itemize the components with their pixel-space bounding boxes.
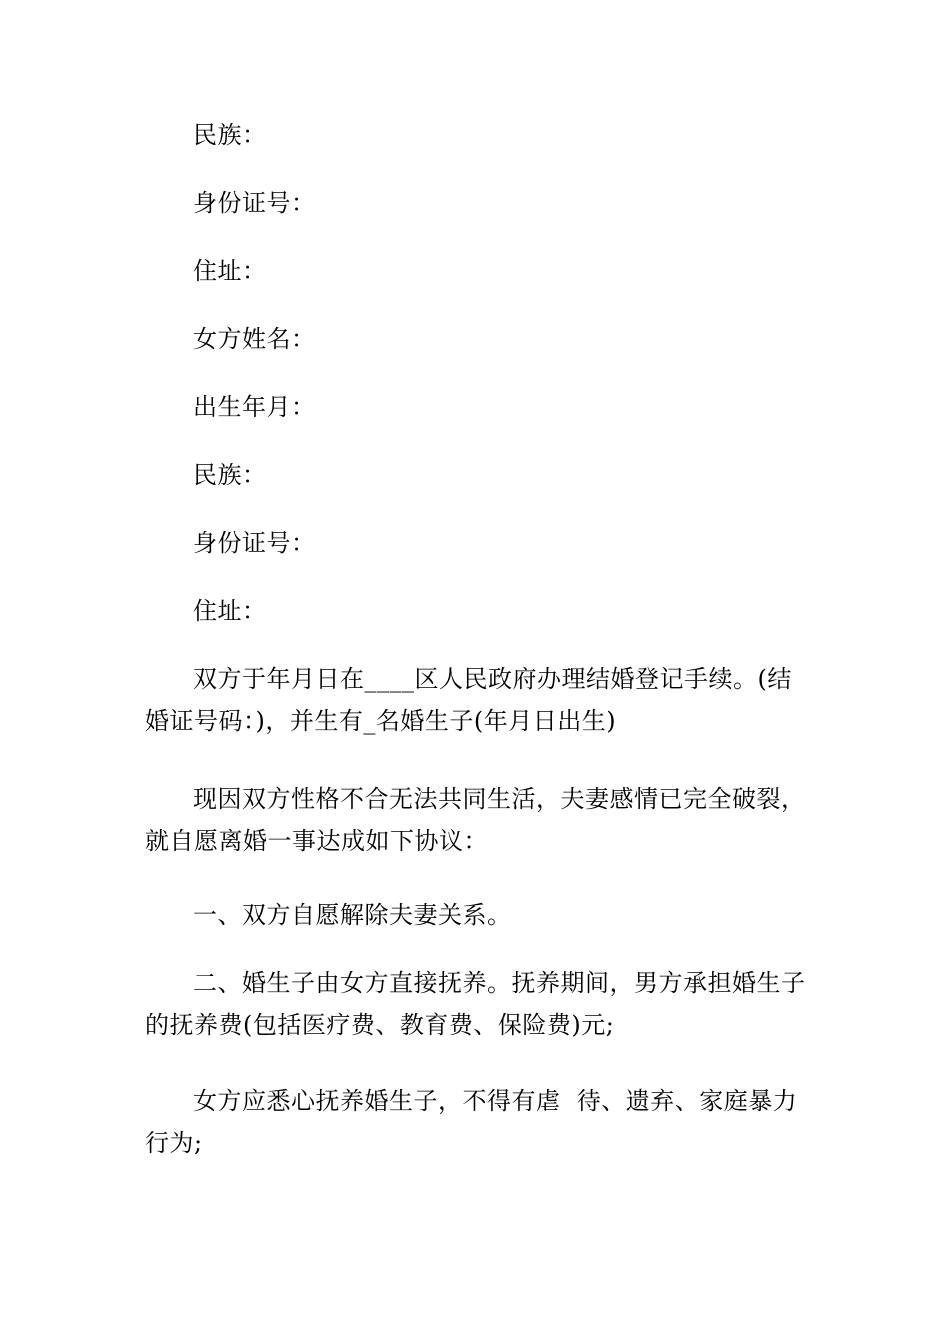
paragraph-divorce-reason: 现因双方性格不合无法共同生活，夫妻感情已完全破裂，就自愿离婚一事达成如下协议： — [145, 785, 806, 855]
field-female-name: 女方姓名： — [193, 325, 316, 353]
paragraph-marriage-registration: 双方于年月日在____区人民政府办理结婚登记手续。(结婚证号码：)，并生有_名婚生子(年月日出生) — [145, 665, 792, 735]
field-ethnicity-male: 民族： — [193, 121, 267, 149]
paragraph-female-obligation: 女方应悉心抚养婚生子，不得有虐 待、遗弃、家庭暴力行为; — [145, 1087, 798, 1157]
field-ethnicity-female: 民族： — [193, 461, 267, 489]
field-address-male: 住址： — [193, 257, 267, 285]
field-birth-date-female: 出生年月： — [193, 393, 316, 421]
paragraph-clause-1: 一、双方自愿解除夫妻关系。 — [193, 901, 512, 929]
field-id-number-male: 身份证号： — [193, 189, 316, 217]
field-id-number-female: 身份证号： — [193, 529, 316, 557]
paragraph-clause-2: 二、婚生子由女方直接抚养。抚养期间，男方承担婚生子的抚养费(包括医疗费、教育费、保险费)元; — [145, 969, 806, 1039]
field-address-female: 住址： — [193, 597, 267, 625]
